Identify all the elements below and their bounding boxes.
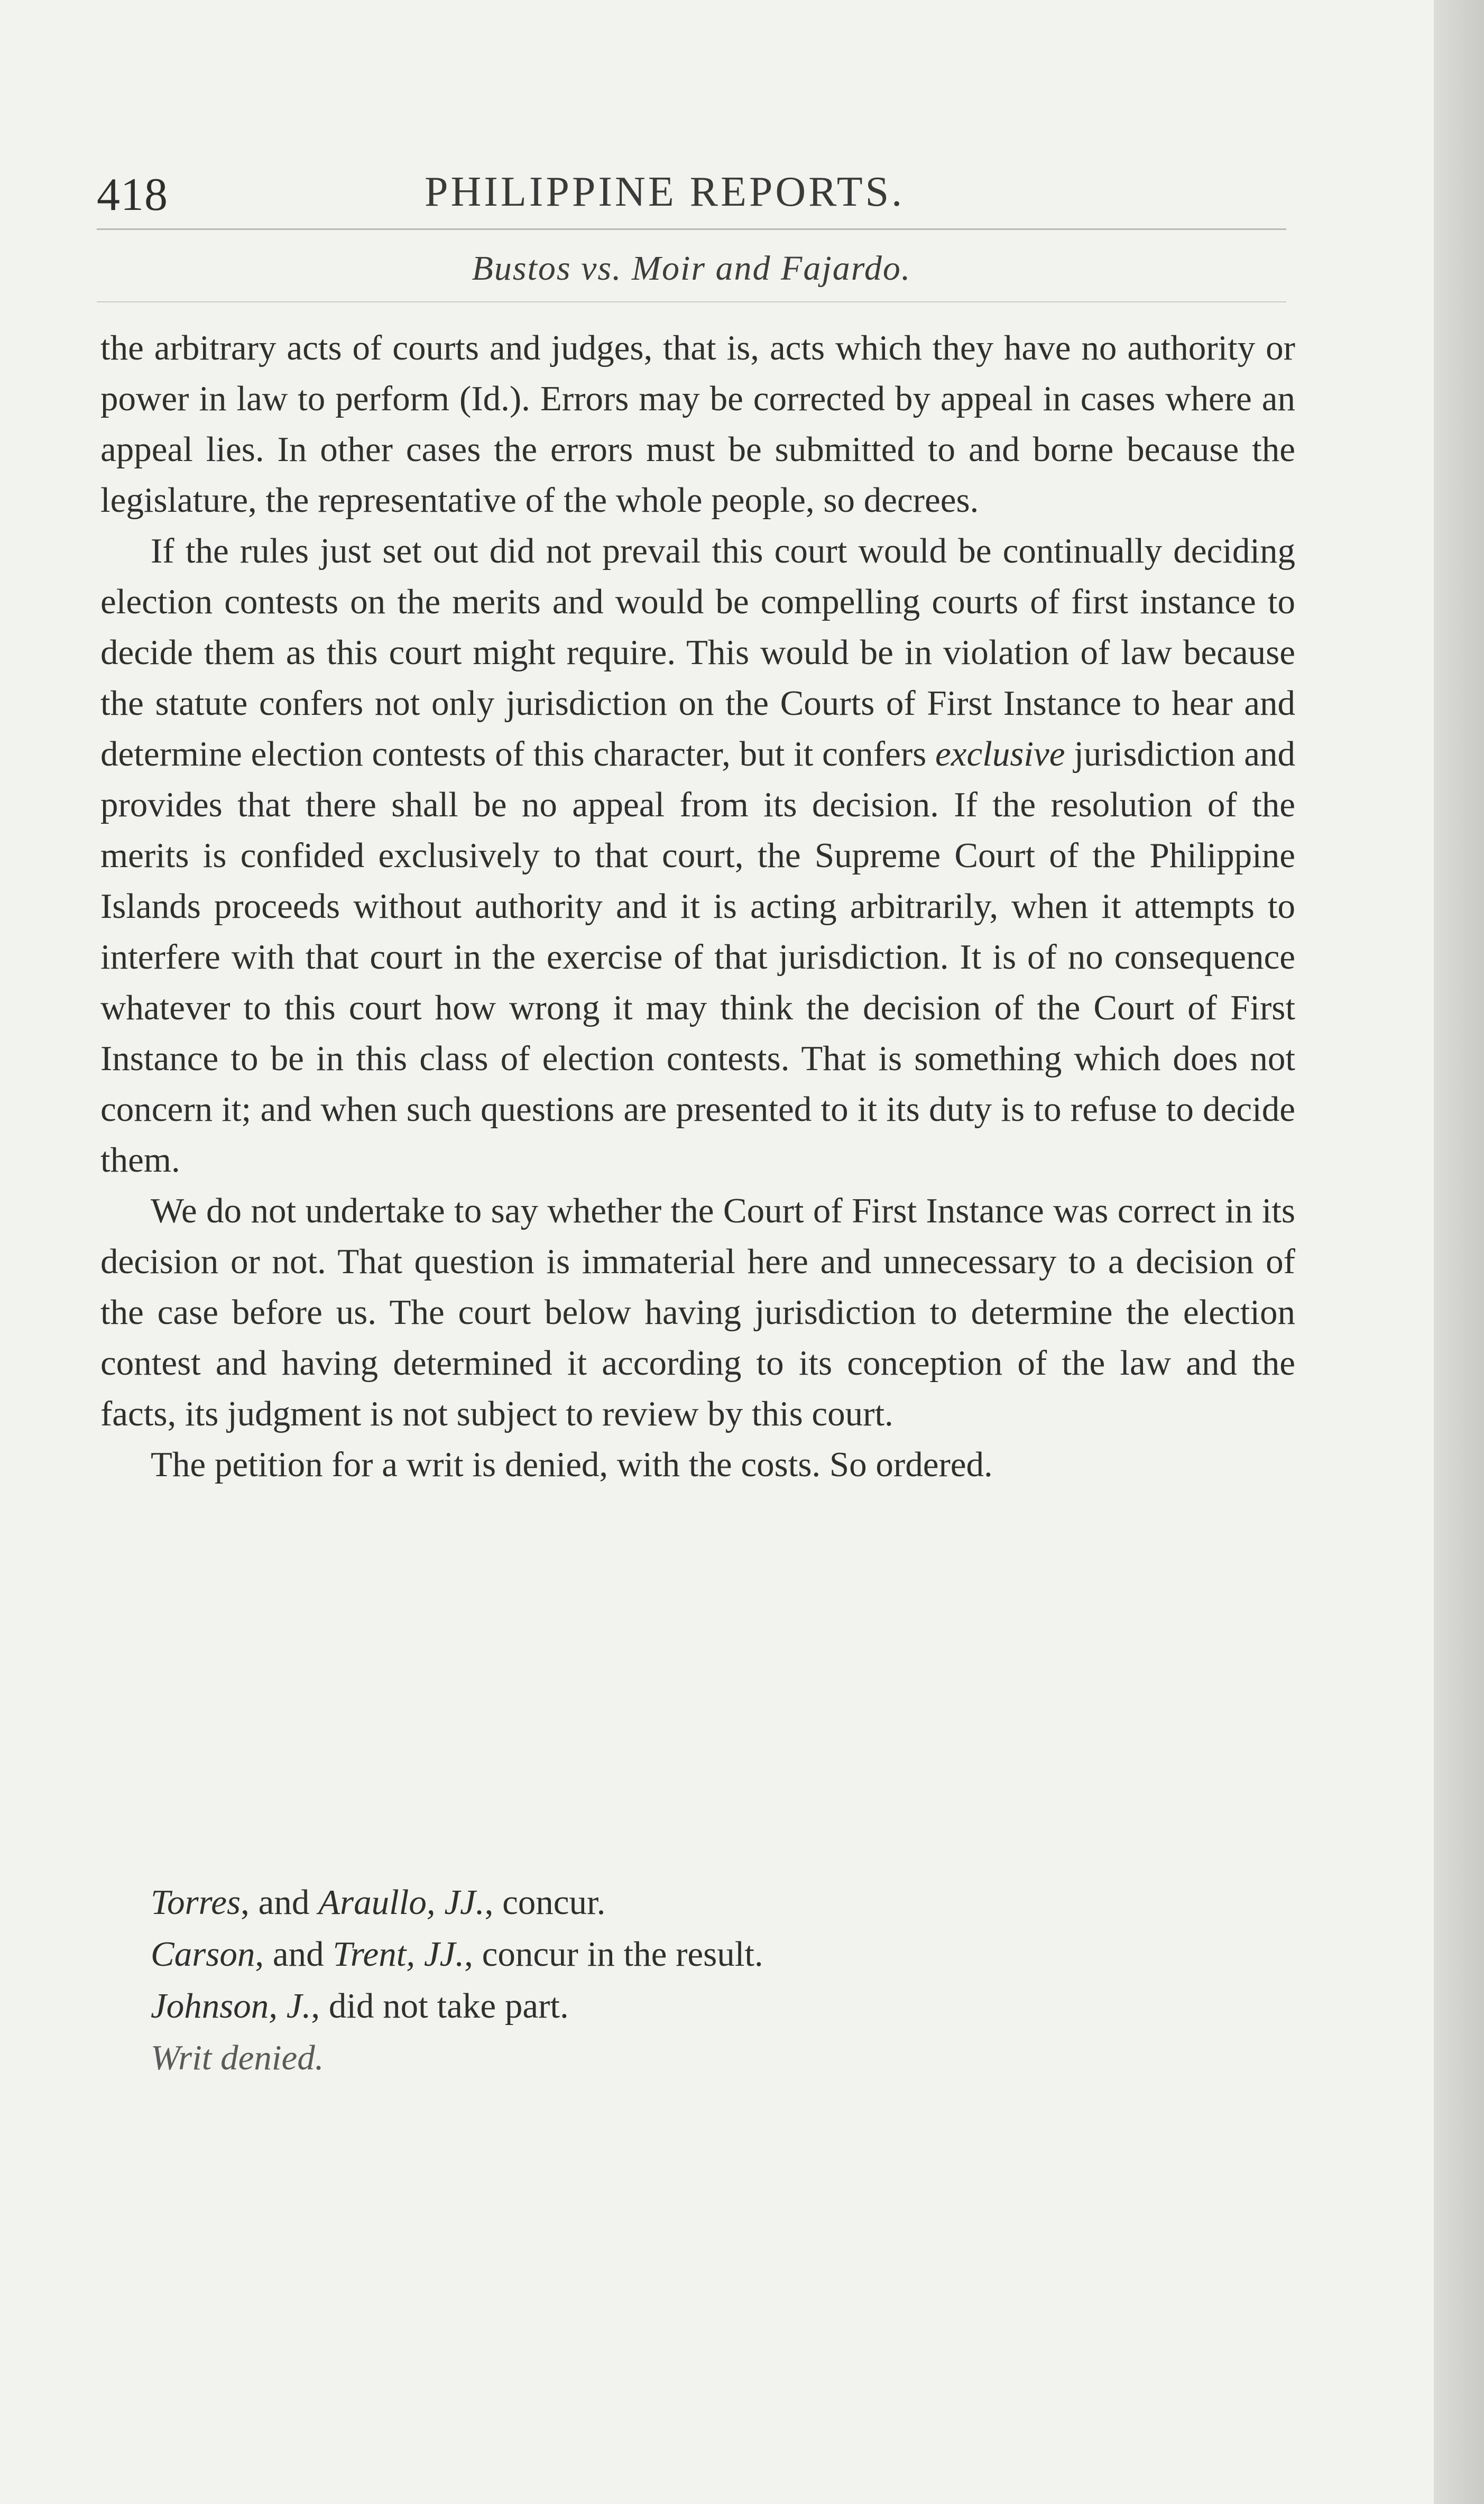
concurrence-text: , concur in the result. [464,1935,763,1974]
running-title: PHILIPPINE REPORTS. [425,169,905,215]
paragraph-2-text-a: If the rules just set out did not prevail this court would be continually deciding election contests on the merits and would be compelling courts of first instance to decide them as this court might require. This would be in violation of law because the statute confers not only jurisdiction on the Courts of First Instance to hear and determine election contests of this character, but it confers [100,531,1295,774]
disposition: Writ denied. [151,2038,324,2077]
page-header [97,159,1286,227]
paragraph-2 [100,526,1295,1185]
concurrence-text: , concur. [484,1883,606,1922]
concurrence-line-2 [151,1929,1293,1980]
header-rule [97,228,1286,230]
page-number: 418 [97,169,168,220]
justice-name: Carson [151,1935,255,1974]
recusal-line [151,1981,1293,2031]
concurrence-line-1 [151,1877,1293,1928]
emphasis-exclusive: exclusive [935,734,1065,774]
paragraph-4: The petition for a writ is denied, with the costs. So ordered. [151,1445,993,1484]
body-text [100,323,1295,1490]
justice-name: Johnson, J. [151,1986,311,2026]
justice-name: Trent, JJ. [333,1935,465,1974]
connector-text: , and [255,1935,333,1974]
justice-name: Araullo, JJ. [318,1883,485,1922]
justice-name: Torres [151,1883,241,1922]
connector-text: , and [241,1883,319,1922]
recusal-text: , did not take part. [311,1986,569,2026]
paragraph-3: We do not undertake to say whether the Court of First Instance was correct in its decision or not. That question is immaterial here and unnecessary to a decision of the case before us. The court below having jurisdiction to determine the election contest and having determined it according to its conception of the law and the facts, its judgment is not subject to review by this court. [100,1191,1295,1433]
page-edge [1434,0,1484,2504]
caption-rule [97,301,1286,302]
case-caption: Bustos vs. Moir and Fajardo. [472,249,911,288]
paragraph-1: the arbitrary acts of courts and judges, that is, acts which they have no authority or power in law to perform (Id.). Errors may be corrected by appeal in cases where an appeal lies. In other cases the errors must be submitted to and borne because the legislature, the representative of the whole people, so decrees. [100,328,1295,520]
paragraph-2-text-b: jurisdiction and provides that there shall be no appeal from its decision. If the resolution of the merits is confided exclusively to that court, the Supreme Court of the Philippine Islands proceeds without authority and it is acting arbitrarily, when it attempts to interfere with that court in the exercise of that jurisdiction. It is of no consequence whatever to this court how wrong it may think the decision of the Court of First Instance to be in this class of election contests. That is something which does not concern it; and when such questions are presented to it its duty is to refuse to decide them. [100,734,1296,1180]
closing-notes [151,1877,1293,2084]
